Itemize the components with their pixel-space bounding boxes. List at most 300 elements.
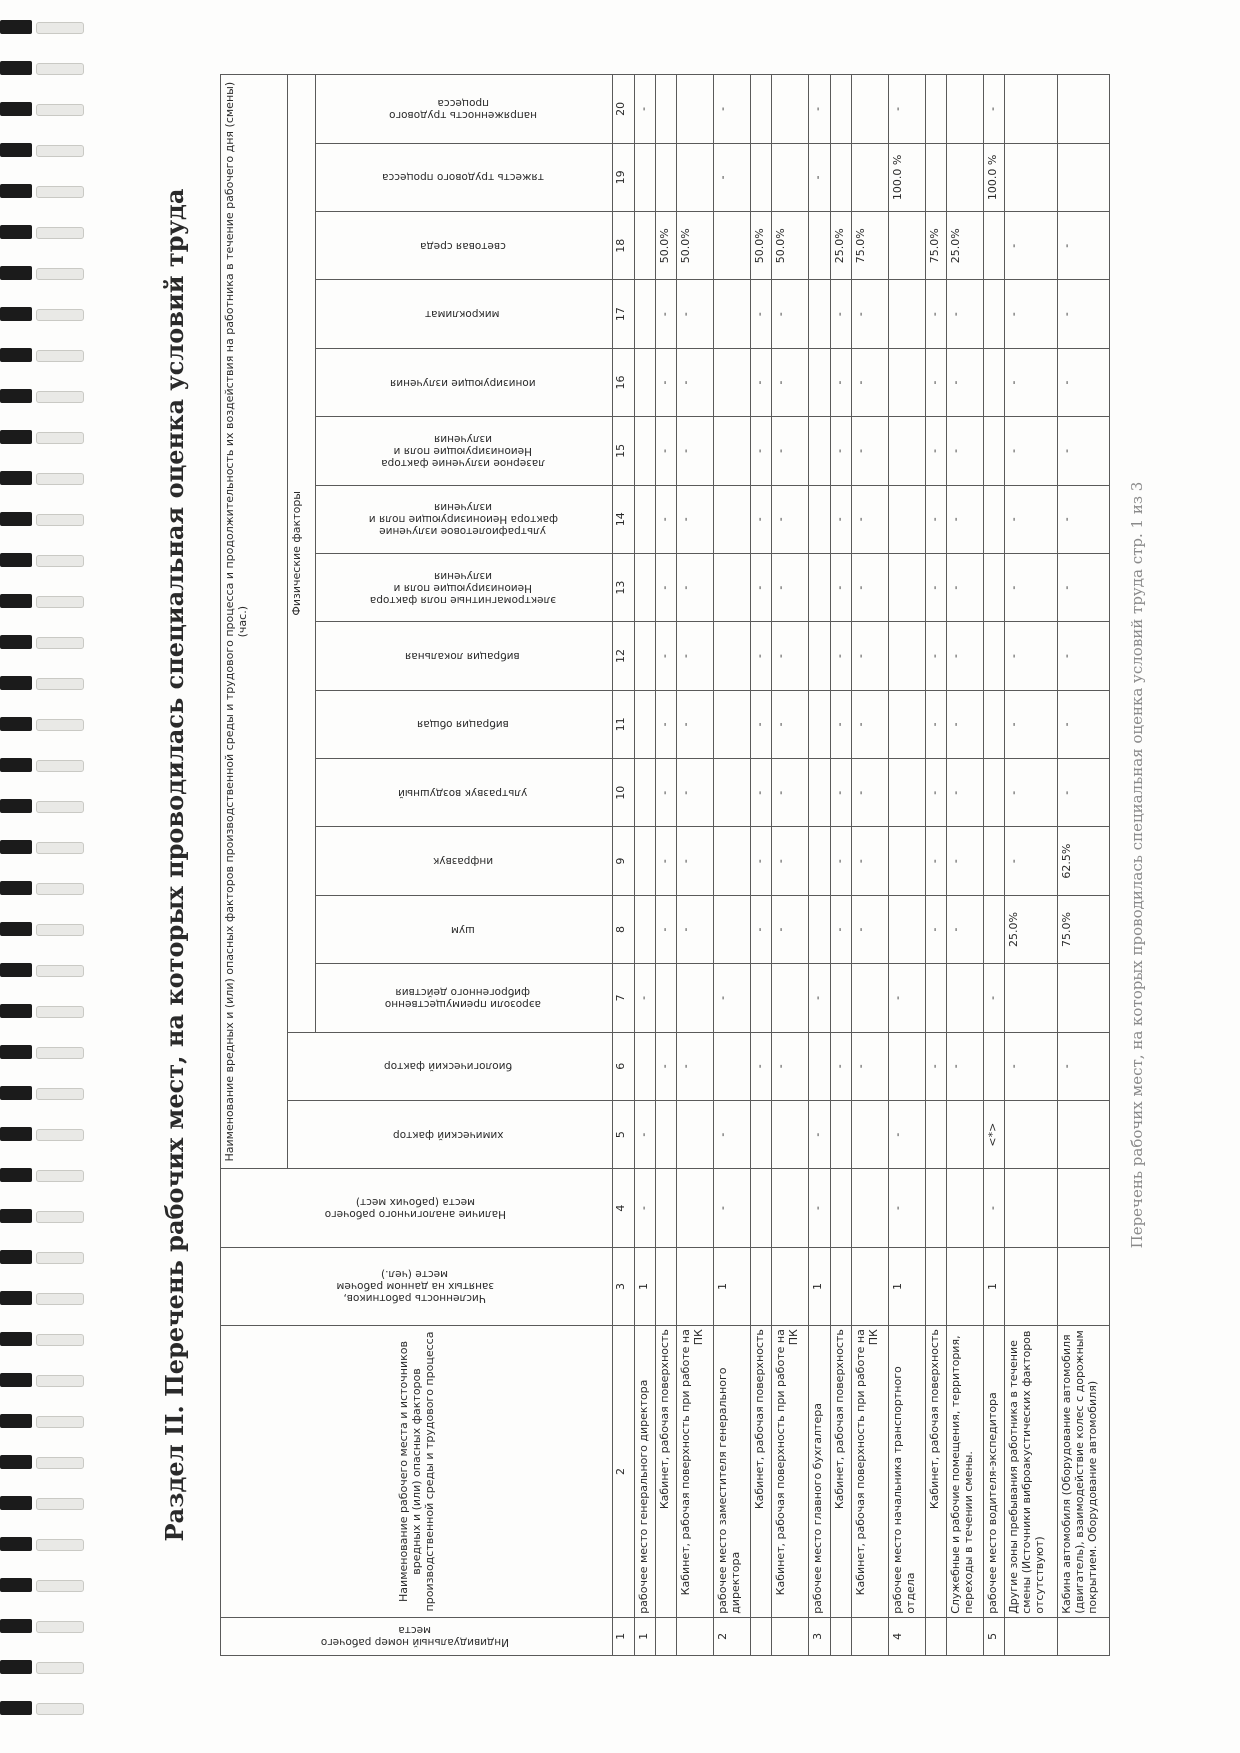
factor-value: - bbox=[772, 348, 809, 416]
binding-ring bbox=[0, 303, 86, 325]
workplace-name: рабочее место главного бухгалтера bbox=[809, 1326, 830, 1618]
workplace-name: Другие зоны пребывания работника в течение смены (Источники виброакустических факторов отсутствуют) bbox=[1005, 1326, 1057, 1618]
binding-ring bbox=[0, 508, 86, 530]
header-workplace-name: Наименование рабочего места и источников вредных и (или) опасных факторов производственной среды и трудового процесса bbox=[221, 1326, 613, 1618]
factor-value: 50.0% bbox=[677, 212, 714, 280]
header-factor-col: ультрафиолетовое излучение фактора Неионизирующие поля и излучения bbox=[316, 485, 613, 553]
table-row bbox=[925, 75, 946, 1656]
factor-value bbox=[677, 143, 714, 211]
factor-value: - bbox=[655, 485, 676, 553]
table-row bbox=[1005, 75, 1057, 1656]
worker-count: 1 bbox=[714, 1247, 751, 1325]
workplace-number bbox=[947, 1617, 984, 1655]
header-factor-col: тяжесть трудового процесса bbox=[316, 143, 613, 211]
factor-value bbox=[925, 1100, 946, 1168]
factor-value: - bbox=[925, 895, 946, 963]
table-row bbox=[677, 75, 714, 1656]
binding-ring bbox=[0, 590, 86, 612]
binding-ring bbox=[0, 795, 86, 817]
factor-value bbox=[830, 964, 851, 1032]
worker-count bbox=[1005, 1247, 1057, 1325]
workplace-number: 2 bbox=[714, 1617, 751, 1655]
factor-value bbox=[984, 212, 1005, 280]
header-factors-group: Наименование вредных и (или) опасных факторов производственной среды и трудового процесса и продолжительность их воздействия на работника в течение рабочего дня (смены) (час.) bbox=[221, 75, 288, 1169]
factor-value bbox=[677, 1100, 714, 1168]
factor-value: - bbox=[751, 280, 772, 348]
workplace-name: рабочее место заместителя генерального директора bbox=[714, 1326, 751, 1618]
factor-value: 75.0% bbox=[925, 212, 946, 280]
column-number: 17 bbox=[613, 280, 634, 348]
binding-ring bbox=[0, 672, 86, 694]
factor-value bbox=[984, 827, 1005, 895]
factor-value: - bbox=[947, 759, 984, 827]
header-factor-col: микроклимат bbox=[316, 280, 613, 348]
factor-value bbox=[888, 759, 925, 827]
header-worker-count: Численность работников, занятых на данном рабочем месте (чел.) bbox=[221, 1247, 613, 1325]
factor-value bbox=[714, 1032, 751, 1100]
factor-value: - bbox=[1005, 622, 1057, 690]
workplace-number: 1 bbox=[634, 1617, 655, 1655]
factor-value bbox=[809, 212, 830, 280]
factor-value bbox=[888, 485, 925, 553]
factor-value: - bbox=[925, 348, 946, 416]
factor-value: - bbox=[714, 1100, 751, 1168]
factor-source: Кабинет, рабочая поверхность bbox=[925, 1326, 946, 1618]
factor-value bbox=[830, 75, 851, 144]
worker-count: 1 bbox=[634, 1247, 655, 1325]
factor-value bbox=[772, 964, 809, 1032]
worker-count bbox=[830, 1247, 851, 1325]
factor-value: - bbox=[751, 759, 772, 827]
factor-value: - bbox=[772, 485, 809, 553]
factor-value: - bbox=[677, 622, 714, 690]
table-row bbox=[888, 75, 925, 1656]
factor-value bbox=[809, 348, 830, 416]
worker-count bbox=[751, 1247, 772, 1325]
binding-ring bbox=[0, 1205, 86, 1227]
factor-value bbox=[655, 143, 676, 211]
factor-value bbox=[751, 964, 772, 1032]
factor-value: - bbox=[947, 690, 984, 758]
factor-value: - bbox=[655, 280, 676, 348]
workplace-number: 5 bbox=[984, 1617, 1005, 1655]
factor-value: - bbox=[830, 690, 851, 758]
factor-value bbox=[852, 75, 889, 144]
factor-source: Кабинет, рабочая поверхность при работе на ПК bbox=[772, 1326, 809, 1618]
binding-ring bbox=[0, 631, 86, 653]
factor-value bbox=[809, 553, 830, 621]
factor-value bbox=[714, 759, 751, 827]
binding-ring bbox=[0, 754, 86, 776]
factor-value: - bbox=[751, 690, 772, 758]
table-row bbox=[751, 75, 772, 1656]
column-number: 16 bbox=[613, 348, 634, 416]
column-number: 15 bbox=[613, 417, 634, 485]
workplace-name: рабочее место генерального директора bbox=[634, 1326, 655, 1618]
factor-value bbox=[852, 143, 889, 211]
analog-workplace: - bbox=[634, 1169, 655, 1247]
header-factor-col: ультразвук воздушный bbox=[316, 759, 613, 827]
factor-value: - bbox=[677, 280, 714, 348]
workplace-name: рабочее место водителя-экспедитора bbox=[984, 1326, 1005, 1618]
factor-value bbox=[634, 280, 655, 348]
factor-value: - bbox=[947, 827, 984, 895]
factor-value: - bbox=[772, 759, 809, 827]
factor-source: Кабинет, рабочая поверхность bbox=[751, 1326, 772, 1618]
factor-value: - bbox=[677, 895, 714, 963]
factor-value: - bbox=[1057, 417, 1109, 485]
factor-value bbox=[634, 1032, 655, 1100]
workplace-number: 3 bbox=[809, 1617, 830, 1655]
table-row bbox=[830, 75, 851, 1656]
factor-value: - bbox=[852, 827, 889, 895]
column-number: 5 bbox=[613, 1100, 634, 1168]
factor-value: - bbox=[772, 622, 809, 690]
column-number: 12 bbox=[613, 622, 634, 690]
factor-value: 25.0% bbox=[1005, 895, 1057, 963]
spiral-binding bbox=[0, 0, 90, 1753]
factor-value bbox=[925, 75, 946, 144]
factor-value bbox=[634, 143, 655, 211]
factor-value bbox=[947, 1100, 984, 1168]
factor-value bbox=[714, 212, 751, 280]
factor-value bbox=[655, 964, 676, 1032]
table-row bbox=[714, 75, 751, 1656]
worker-count bbox=[1057, 1247, 1109, 1325]
binding-ring bbox=[0, 262, 86, 284]
factor-value bbox=[888, 212, 925, 280]
factor-value: 50.0% bbox=[772, 212, 809, 280]
binding-ring bbox=[0, 426, 86, 448]
factor-value bbox=[655, 75, 676, 144]
factor-value: - bbox=[655, 553, 676, 621]
factor-value: - bbox=[809, 964, 830, 1032]
factor-value: - bbox=[655, 348, 676, 416]
factor-value bbox=[888, 553, 925, 621]
factor-value bbox=[888, 1032, 925, 1100]
binding-ring bbox=[0, 1451, 86, 1473]
factor-value bbox=[925, 143, 946, 211]
factor-value: - bbox=[1005, 690, 1057, 758]
binding-ring bbox=[0, 344, 86, 366]
factor-value: - bbox=[772, 417, 809, 485]
factor-value bbox=[925, 964, 946, 1032]
factor-value: - bbox=[751, 553, 772, 621]
factor-value: <*> bbox=[984, 1100, 1005, 1168]
factor-value: - bbox=[984, 75, 1005, 144]
factor-value: 50.0% bbox=[655, 212, 676, 280]
binding-ring bbox=[0, 1656, 86, 1678]
factor-value bbox=[1005, 964, 1057, 1032]
factor-value: - bbox=[634, 75, 655, 144]
binding-ring bbox=[0, 16, 86, 38]
factor-value: - bbox=[1057, 485, 1109, 553]
factor-value: - bbox=[677, 553, 714, 621]
factor-value: - bbox=[1005, 553, 1057, 621]
factor-value bbox=[751, 1100, 772, 1168]
workplace-name: Кабина автомобиля (Оборудование автомобиля (двигатель), взаимодействие колес с дорожным покрытием. Оборудование автомобиля) bbox=[1057, 1326, 1109, 1618]
factor-value bbox=[677, 75, 714, 144]
factor-value bbox=[655, 1100, 676, 1168]
column-number: 10 bbox=[613, 759, 634, 827]
factor-value bbox=[809, 622, 830, 690]
factor-value: 62.5% bbox=[1057, 827, 1109, 895]
factor-value: - bbox=[925, 1032, 946, 1100]
binding-ring bbox=[0, 1000, 86, 1022]
page-footer: Перечень рабочих мест, на которых проводилась специальная оценка условий труда стр. 1 из 3 bbox=[1128, 481, 1146, 1249]
factor-value bbox=[888, 895, 925, 963]
analog-workplace bbox=[677, 1169, 714, 1247]
factor-value bbox=[634, 895, 655, 963]
factor-value: - bbox=[772, 690, 809, 758]
factor-value bbox=[1005, 1100, 1057, 1168]
factor-value: - bbox=[1005, 485, 1057, 553]
table-row bbox=[852, 75, 889, 1656]
factor-value bbox=[714, 690, 751, 758]
table-row bbox=[809, 75, 830, 1656]
binding-ring bbox=[0, 1041, 86, 1063]
binding-ring bbox=[0, 877, 86, 899]
factor-value: - bbox=[751, 348, 772, 416]
factor-value: - bbox=[852, 895, 889, 963]
factor-value: - bbox=[655, 827, 676, 895]
analog-workplace bbox=[772, 1169, 809, 1247]
column-number: 20 bbox=[613, 75, 634, 144]
factor-value bbox=[984, 553, 1005, 621]
header-factor-col: ионизирующие излучения bbox=[316, 348, 613, 416]
factor-source: Кабинет, рабочая поверхность bbox=[830, 1326, 851, 1618]
factor-value bbox=[714, 895, 751, 963]
factor-value: - bbox=[947, 622, 984, 690]
factor-value: - bbox=[925, 759, 946, 827]
factor-value: - bbox=[830, 553, 851, 621]
factor-value: - bbox=[947, 485, 984, 553]
factor-value: 100.0 % bbox=[984, 143, 1005, 211]
factor-value bbox=[809, 280, 830, 348]
section-title: Раздел II. Перечень рабочих мест, на которых проводилась специальная оценка условий труда bbox=[160, 188, 189, 1542]
factor-value: - bbox=[852, 348, 889, 416]
factor-value: - bbox=[714, 143, 751, 211]
factor-value: - bbox=[947, 1032, 984, 1100]
factor-value bbox=[830, 1100, 851, 1168]
factor-value: - bbox=[1005, 1032, 1057, 1100]
factor-value: 50.0% bbox=[751, 212, 772, 280]
factor-value bbox=[984, 417, 1005, 485]
header-factor-col: инфразвук bbox=[316, 827, 613, 895]
factor-value: - bbox=[772, 1032, 809, 1100]
binding-ring bbox=[0, 221, 86, 243]
table-row bbox=[772, 75, 809, 1656]
header-factor-col: лазерное излучение фактора Неионизирующие поля и излучения bbox=[316, 417, 613, 485]
binding-ring bbox=[0, 1123, 86, 1145]
factor-value: - bbox=[852, 417, 889, 485]
worker-count bbox=[772, 1247, 809, 1325]
factor-value bbox=[772, 75, 809, 144]
factor-value bbox=[751, 143, 772, 211]
workplace-number bbox=[751, 1617, 772, 1655]
factor-value: - bbox=[809, 1100, 830, 1168]
binding-ring bbox=[0, 1492, 86, 1514]
binding-ring bbox=[0, 1574, 86, 1596]
factor-value: - bbox=[830, 622, 851, 690]
factor-value: - bbox=[925, 553, 946, 621]
binding-ring bbox=[0, 57, 86, 79]
factor-value: - bbox=[947, 553, 984, 621]
binding-ring bbox=[0, 836, 86, 858]
column-number: 4 bbox=[613, 1169, 634, 1247]
factor-value bbox=[634, 759, 655, 827]
analog-workplace: - bbox=[888, 1169, 925, 1247]
header-factor-col: аэрозоли преимущественно фиброгенного действия bbox=[316, 964, 613, 1032]
factor-value bbox=[947, 143, 984, 211]
factor-value bbox=[947, 964, 984, 1032]
column-number: 1 bbox=[613, 1617, 634, 1655]
rotated-document-sheet bbox=[160, 50, 1160, 1680]
worker-count bbox=[655, 1247, 676, 1325]
factor-value: - bbox=[888, 75, 925, 144]
binding-ring bbox=[0, 918, 86, 940]
factor-value bbox=[852, 1100, 889, 1168]
factor-value bbox=[714, 417, 751, 485]
factor-value: - bbox=[677, 690, 714, 758]
factor-value: - bbox=[852, 1032, 889, 1100]
binding-ring bbox=[0, 959, 86, 981]
factor-value: - bbox=[1005, 827, 1057, 895]
factor-value bbox=[888, 417, 925, 485]
header-factor-col: вибрация локальная bbox=[316, 622, 613, 690]
factor-value: - bbox=[751, 827, 772, 895]
analog-workplace: - bbox=[984, 1169, 1005, 1247]
factor-value bbox=[634, 348, 655, 416]
worker-count: 1 bbox=[984, 1247, 1005, 1325]
binding-ring bbox=[0, 1164, 86, 1186]
factor-value bbox=[634, 485, 655, 553]
factor-value bbox=[984, 759, 1005, 827]
factor-value: - bbox=[830, 280, 851, 348]
factor-value: - bbox=[809, 143, 830, 211]
analog-workplace bbox=[830, 1169, 851, 1247]
factor-value bbox=[984, 1032, 1005, 1100]
factor-value: - bbox=[830, 417, 851, 485]
binding-ring bbox=[0, 180, 86, 202]
factor-value bbox=[772, 1100, 809, 1168]
column-number: 14 bbox=[613, 485, 634, 553]
factor-value bbox=[1057, 75, 1109, 144]
factor-value: 25.0% bbox=[947, 212, 984, 280]
binding-ring bbox=[0, 385, 86, 407]
factor-value: - bbox=[888, 964, 925, 1032]
factor-source: Кабинет, рабочая поверхность при работе на ПК bbox=[852, 1326, 889, 1618]
workplace-number bbox=[1005, 1617, 1057, 1655]
factor-value bbox=[714, 485, 751, 553]
workplace-number bbox=[1057, 1617, 1109, 1655]
factor-value bbox=[888, 690, 925, 758]
factor-value: - bbox=[1005, 417, 1057, 485]
table-row bbox=[655, 75, 676, 1656]
factor-value: - bbox=[1057, 280, 1109, 348]
table-row bbox=[1057, 75, 1109, 1656]
factor-value: - bbox=[1057, 212, 1109, 280]
column-number: 13 bbox=[613, 553, 634, 621]
worker-count bbox=[947, 1247, 984, 1325]
factor-value bbox=[634, 622, 655, 690]
factor-value bbox=[772, 143, 809, 211]
binding-ring bbox=[0, 467, 86, 489]
factor-value: 25.0% bbox=[830, 212, 851, 280]
factor-value bbox=[984, 690, 1005, 758]
factor-value: - bbox=[925, 690, 946, 758]
factor-value bbox=[1005, 143, 1057, 211]
factor-value: - bbox=[925, 485, 946, 553]
factor-value bbox=[830, 143, 851, 211]
factor-source: Кабинет, рабочая поверхность при работе на ПК bbox=[677, 1326, 714, 1618]
factor-value: 100.0 % bbox=[888, 143, 925, 211]
factor-value bbox=[984, 280, 1005, 348]
factor-value: - bbox=[1057, 759, 1109, 827]
header-physical-factors: Физические факторы bbox=[287, 75, 316, 1033]
factor-value: - bbox=[634, 964, 655, 1032]
factor-value: - bbox=[772, 827, 809, 895]
factor-value bbox=[634, 553, 655, 621]
binding-ring bbox=[0, 713, 86, 735]
factor-value: - bbox=[677, 348, 714, 416]
factor-value: - bbox=[751, 485, 772, 553]
factor-value: - bbox=[1005, 759, 1057, 827]
table-row bbox=[634, 75, 655, 1656]
factor-value: - bbox=[852, 759, 889, 827]
header-factor-col: напряженность трудового процесса bbox=[316, 75, 613, 144]
factor-value: - bbox=[634, 1100, 655, 1168]
factor-value: - bbox=[677, 1032, 714, 1100]
factor-value: - bbox=[925, 622, 946, 690]
factor-value: - bbox=[852, 622, 889, 690]
table-row bbox=[984, 75, 1005, 1656]
workplace-number bbox=[830, 1617, 851, 1655]
workplace-number bbox=[655, 1617, 676, 1655]
factor-value bbox=[888, 348, 925, 416]
column-number: 8 bbox=[613, 895, 634, 963]
factor-value: - bbox=[751, 622, 772, 690]
factor-value bbox=[677, 964, 714, 1032]
binding-ring bbox=[0, 1697, 86, 1719]
workplaces-table bbox=[220, 74, 1110, 1656]
analog-workplace: - bbox=[809, 1169, 830, 1247]
workplace-number bbox=[925, 1617, 946, 1655]
worker-count bbox=[925, 1247, 946, 1325]
binding-ring bbox=[0, 1082, 86, 1104]
factor-value bbox=[714, 348, 751, 416]
factor-value bbox=[809, 895, 830, 963]
factor-value: - bbox=[947, 895, 984, 963]
factor-value: - bbox=[714, 964, 751, 1032]
worker-count bbox=[852, 1247, 889, 1325]
workplace-number bbox=[677, 1617, 714, 1655]
factor-value: - bbox=[677, 759, 714, 827]
worker-count bbox=[677, 1247, 714, 1325]
factor-value: - bbox=[830, 827, 851, 895]
factor-value: - bbox=[947, 417, 984, 485]
factor-value: - bbox=[751, 895, 772, 963]
factor-value: - bbox=[830, 895, 851, 963]
factor-source: Кабинет, рабочая поверхность bbox=[655, 1326, 676, 1618]
header-workplace-number: Индивидуальный номер рабочего места bbox=[221, 1617, 613, 1655]
factor-value: - bbox=[852, 553, 889, 621]
factor-value: 75.0% bbox=[852, 212, 889, 280]
factor-value: - bbox=[1005, 348, 1057, 416]
factor-value: - bbox=[772, 553, 809, 621]
factor-value bbox=[714, 280, 751, 348]
factor-value bbox=[1005, 75, 1057, 144]
